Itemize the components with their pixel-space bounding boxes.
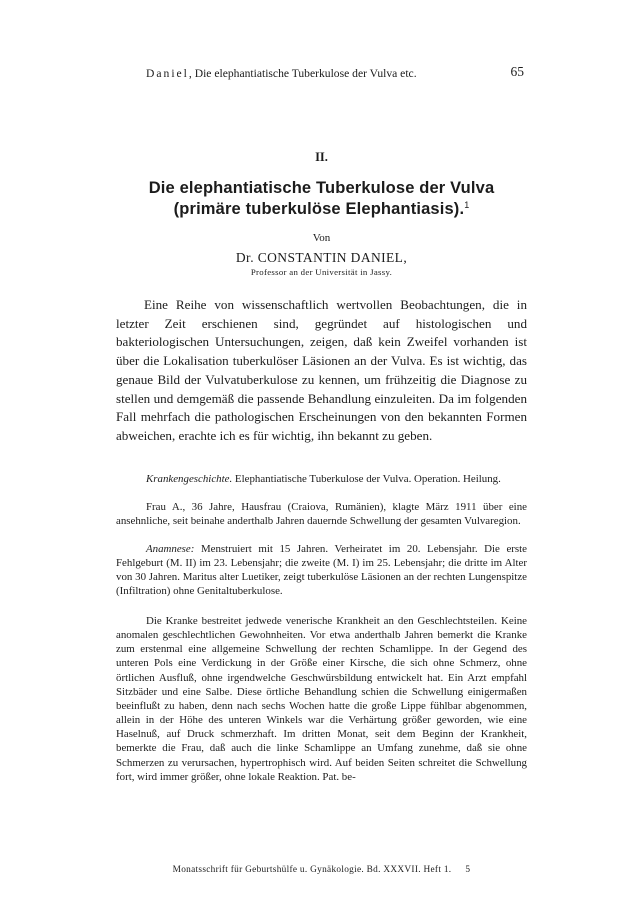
case-heading-paragraph <box>116 472 527 486</box>
anamnesis-text: Menstruiert mit 15 Jahren. Verheiratet im 20. Lebensjahr. Die erste Fehlgeburt (M. II) im 23. Lebensjahr; die zweite (M. I) im 25. Lebensjahr; die dritte im Alter von 30 Jahren. Maritus alter Luetiker, zeigt tuberkulöse Läsionen an der rechten Lungenspitze (Infiltration) ohne Genitaltuberkulose. <box>116 543 527 598</box>
patient-paragraph: Frau A., 36 Jahre, Hausfrau (Craiova, Rumänien), klagte März 1911 über eine ansehnliche, seit beinahe anderthalb Jahren dauernde Schwellung der gesamten Vulvaregion. <box>116 501 527 528</box>
running-head-title: , Die elephantiatische Tuberkulose der Vulva etc. <box>188 67 417 80</box>
running-head <box>146 66 524 81</box>
history-paragraph: Die Kranke bestreitet jedwede venerische Krankheit an den Geschlechtsteilen. Keine anomalen geschlechtlichen Gewohnheiten. Vor etwa anderthalb Jahren bemerkt die Kranke zum erstenmal eine allgemeine Schwellung der rechten Schamlippe. In der Gegend des unteren Pols eine Verdickung in der Größe einer Kirsche, die sich ohne Schmerz, ohne örtlichen Ausfluß, ohne irgendwelche Geschwürsbildung entwickelt hat. Ein Arzt empfahl Sitzbäder und eine Salbe. Diese örtliche Behandlung schien die Schwellung einigermaßen beeinflußt zu haben, denn nach sechs Wochen hatte die große Lippe fühlbar abgenommen, allein in der Höhe des unteren Winkels war die Verhärtung größer geworden, wie eine Haselnuß, auf Druck schmerzhaft. Im dritten Monat, seit dem Beginn der Krankheit, bemerkte die Frau, daß auch die linke Schamlippe an Umfang zunehme, daß sie ohne Schmerzen zu verursachen, hypertrophisch wird. Auf beiden Seiten schreitet die Schwellung fort, wird immer größer, ohne lokale Reaktion. Pat. be- <box>116 615 527 783</box>
section-number: II. <box>315 150 328 164</box>
running-head-author: Daniel <box>146 67 189 80</box>
article-title-line-2 <box>0 200 643 219</box>
journal-citation: Monatsschrift für Geburtshülfe u. Gynäkologie. Bd. XXXVII. Heft 1. <box>172 865 452 875</box>
page-footer <box>116 865 527 875</box>
signature-number: 5 <box>465 865 471 875</box>
case-heading-title: Elephantiatische Tuberkulose der Vulva. Operation. Heilung. <box>232 473 501 485</box>
author-affiliation: Professor an der Universität in Jassy. <box>250 267 393 277</box>
case-heading-label: Krankengeschichte. <box>146 473 233 485</box>
footnote-mark: 1 <box>464 200 470 210</box>
anamnesis-label: Anamnese: <box>146 543 195 555</box>
intro-paragraph: Eine Reihe von wissenschaftlich wertvollen Beobachtungen, die in letzter Zeit erschienen sind, gegründet auf histologischen und bakteriologischen Untersuchungen, zeigen, daß kein Zweifel vorhanden ist über die Lokalisation tuberkulöser Läsionen an der Vulva. Es ist wichtig, das genaue Bild der Vulvatuberkulose zu kennen, um frühzeitig die Diagnose zu stellen und demgemäß die passende Behandlung einzuleiten. Da im folgenden Fall mehrfach die pathologischen Erscheinungen von den bekannten Formen abweichen, erachte ich es für wichtig, ihn bekannt zu geben. <box>116 297 527 443</box>
author-name: Dr. CONSTANTIN DANIEL, <box>235 250 408 265</box>
byline-von: Von <box>312 232 331 244</box>
article-title-line-2-text: (primäre tuberkulöse Elephantiasis). <box>173 200 465 218</box>
anamnesis-paragraph <box>116 542 527 599</box>
page-number: 65 <box>510 64 524 79</box>
article-title-line-1: Die elephantiatische Tuberkulose der Vulva <box>148 179 495 197</box>
